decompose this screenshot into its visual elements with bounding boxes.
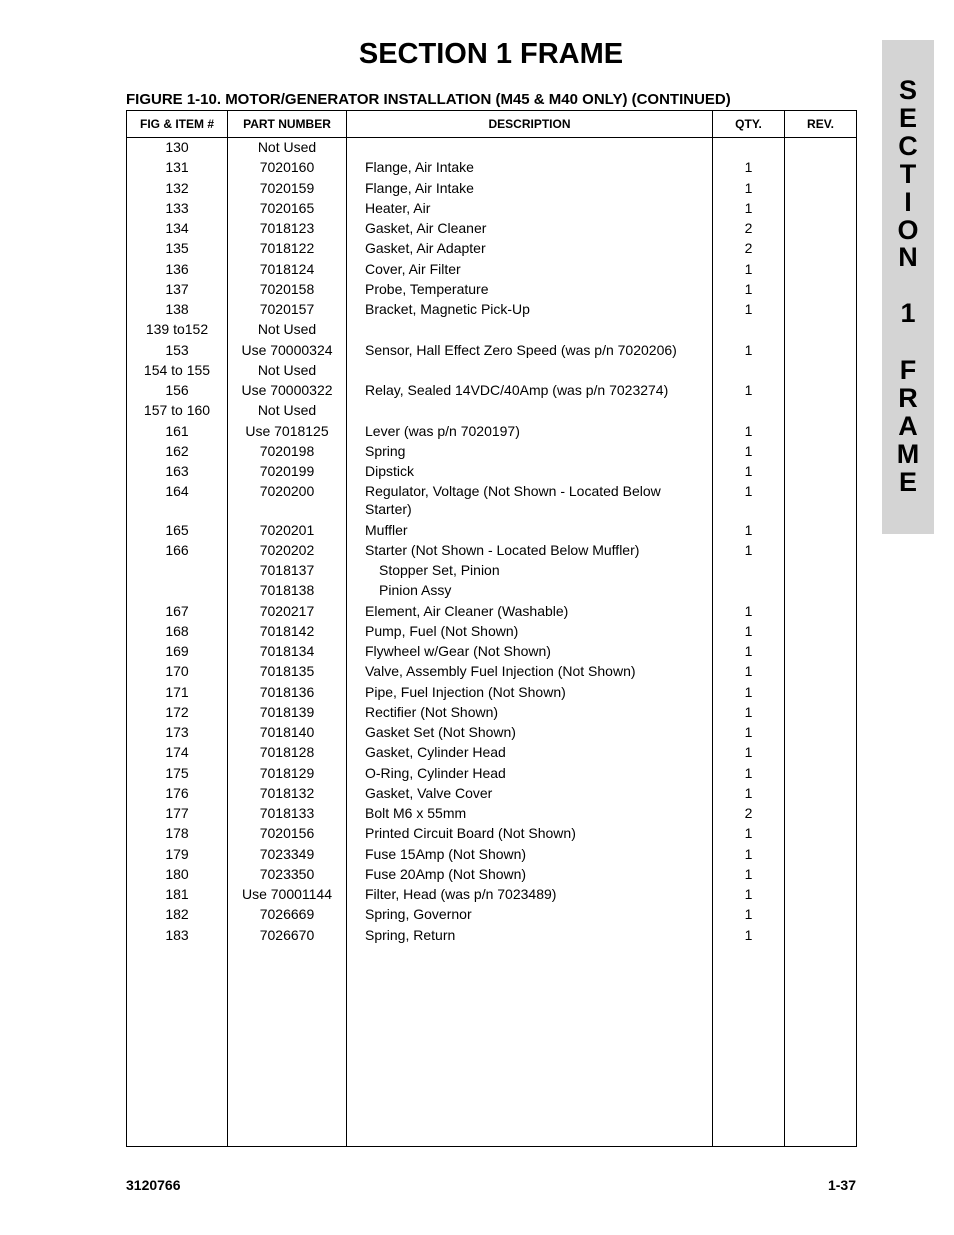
section-side-tab: [882, 40, 934, 534]
description-cell: Probe, Temperature: [365, 280, 489, 297]
description-cell: Gasket, Air Cleaner: [365, 220, 487, 236]
qty-cell: 1: [744, 906, 753, 923]
fig-item-cell: 168: [165, 622, 189, 639]
fig-item-cell: 138: [165, 301, 189, 317]
part-number-cell: 7018132: [259, 784, 315, 801]
part-number-cell: 7020200: [259, 483, 315, 500]
description-cell: Fuse 15Amp (Not Shown): [365, 845, 527, 862]
description-cell: Pipe, Fuel Injection (Not Shown): [365, 683, 566, 700]
fig-item-cell: 161: [165, 422, 189, 439]
qty-cell: 1: [744, 744, 753, 761]
qty-cell: 1: [744, 886, 753, 902]
part-number-cell: Use 70001144: [241, 886, 333, 902]
fig-item-cell: 173: [165, 724, 189, 740]
description-cell: Dipstick: [365, 463, 415, 479]
fig-item-cell: 137: [165, 280, 189, 297]
fig-item-cell: 178: [165, 825, 189, 842]
part-number-cell: 7026670: [259, 926, 315, 943]
fig-item-cell: 175: [165, 764, 189, 781]
qty-cell: 1: [744, 521, 753, 538]
description-cell: Sensor, Hall Effect Zero Speed (was p/n 7020206): [365, 341, 677, 358]
qty-cell: 1: [744, 179, 753, 196]
qty-cell: 1: [744, 825, 753, 842]
description-cell: Relay, Sealed 14VDC/40Amp (was p/n 7023274): [365, 382, 669, 398]
part-number-cell: 7020160: [259, 159, 315, 176]
description-cell: Printed Circuit Board (Not Shown): [365, 825, 576, 842]
qty-cell: 1: [744, 463, 753, 479]
qty-cell: 1: [744, 643, 753, 659]
description-cell: Pinion Assy: [379, 582, 452, 599]
part-number-cell: 7018124: [259, 260, 315, 277]
part-number-cell: 7020159: [259, 179, 315, 196]
fig-item-cell: 135: [165, 240, 189, 257]
part-number-cell: 7020157: [259, 301, 315, 317]
qty-cell: 1: [744, 199, 753, 216]
fig-item-cell: 157 to 160: [143, 402, 211, 419]
qty-cell: 1: [744, 724, 753, 740]
fig-item-cell: 176: [165, 784, 189, 801]
qty-cell: 1: [744, 865, 753, 882]
part-number-cell: 7018122: [259, 240, 315, 257]
side-tab-letter: E: [898, 103, 917, 133]
fig-item-cell: 174: [165, 744, 189, 761]
fig-item-cell: 162: [165, 442, 189, 459]
description-cell: Spring, Return: [365, 926, 456, 943]
part-number-cell: 7020202: [259, 541, 315, 558]
qty-cell: 1: [744, 422, 753, 439]
qty-cell: 1: [744, 483, 753, 500]
qty-cell: 1: [744, 382, 753, 398]
fig-item-cell: 163: [165, 463, 189, 479]
column-divider: [346, 111, 347, 1146]
fig-item-cell: 169: [165, 643, 189, 659]
description-cell: Stopper Set, Pinion: [379, 562, 500, 578]
description-cell: O-Ring, Cylinder Head: [365, 764, 506, 781]
qty-cell: 1: [744, 602, 753, 619]
fig-item-cell: 170: [165, 663, 189, 680]
fig-item-cell: 166: [165, 541, 189, 558]
part-number-cell: 7020158: [259, 280, 315, 297]
description-cell: Starter (Not Shown - Located Below Muffler): [365, 541, 640, 558]
qty-cell: 2: [744, 240, 753, 257]
fig-item-cell: 153: [165, 341, 189, 358]
qty-cell: 1: [744, 280, 753, 297]
side-tab-letter: E: [898, 467, 917, 497]
qty-cell: 1: [744, 845, 753, 862]
column-divider: [784, 111, 785, 1146]
description-cell: Heater, Air: [365, 199, 431, 216]
side-tab-letter: S: [898, 75, 917, 105]
part-number-cell: 7018128: [259, 744, 315, 761]
description-cell: Gasket, Valve Cover: [365, 784, 493, 801]
part-number-cell: 7020198: [259, 442, 315, 459]
part-number-cell: 7018123: [259, 220, 315, 236]
header-rev: REV.: [807, 117, 834, 131]
side-tab-letter: M: [896, 439, 920, 469]
header-fig-item: FIG & ITEM #: [139, 117, 214, 131]
fig-item-cell: 172: [165, 703, 189, 720]
fig-item-cell: 156: [165, 382, 189, 398]
qty-cell: 1: [744, 301, 753, 317]
description-cell: Flywheel w/Gear (Not Shown): [365, 643, 551, 659]
description-cell: Pump, Fuel (Not Shown): [365, 622, 519, 639]
part-number-cell: 7020165: [259, 199, 315, 216]
part-number-cell: 7018138: [259, 582, 315, 599]
fig-item-cell: 134: [165, 220, 189, 236]
qty-cell: 2: [744, 220, 753, 236]
part-number-cell: 7018139: [259, 703, 315, 720]
fig-item-cell: 171: [165, 683, 189, 700]
description-cell: Gasket, Cylinder Head: [365, 744, 506, 761]
side-tab-letter: 1: [900, 298, 916, 328]
qty-cell: 1: [744, 784, 753, 801]
fig-item-cell: 179: [165, 845, 189, 862]
part-number-cell: Use 7018125: [245, 422, 329, 439]
fig-item-cell: 133: [165, 199, 189, 216]
qty-cell: 1: [744, 683, 753, 700]
fig-item-cell: 136: [165, 260, 189, 277]
side-tab-letter: R: [898, 383, 918, 413]
header-description: DESCRIPTION: [488, 117, 571, 131]
description-cell: Flange, Air Intake: [365, 179, 474, 196]
qty-cell: 1: [744, 663, 753, 680]
fig-item-cell: 132: [165, 179, 189, 196]
fig-item-cell: 131: [165, 159, 189, 176]
part-number-cell: Not Used: [257, 361, 317, 378]
fig-item-cell: 165: [165, 521, 189, 538]
part-number-cell: 7020199: [259, 463, 315, 479]
fig-item-cell: 167: [165, 602, 189, 619]
part-number-cell: 7018129: [259, 764, 315, 781]
description-cell: Filter, Head (was p/n 7023489): [365, 886, 557, 902]
description-cell: Fuse 20Amp (Not Shown): [365, 865, 527, 882]
part-number-cell: 7018136: [259, 683, 315, 700]
part-number-cell: Use 70000322: [241, 382, 333, 398]
description-cell: Regulator, Voltage (Not Shown - Located Below Starter): [365, 483, 661, 518]
part-number-cell: Not Used: [257, 321, 317, 338]
description-cell: Cover, Air Filter: [365, 260, 461, 277]
section-title: SECTION 1 FRAME: [358, 38, 624, 70]
parts-table: [126, 110, 857, 1147]
part-number-cell: Use 70000324: [241, 341, 333, 358]
qty-cell: 1: [744, 260, 753, 277]
part-number-cell: 7018142: [259, 622, 315, 639]
description-cell: Bolt M6 x 55mm: [365, 805, 467, 821]
part-number-cell: 7018135: [259, 663, 315, 680]
description-cell: Gasket, Air Adapter: [365, 240, 486, 257]
fig-item-cell: 181: [165, 886, 189, 902]
description-cell: Muffler: [365, 521, 408, 538]
part-number-cell: 7018133: [259, 805, 315, 821]
description-cell: Valve, Assembly Fuel Injection (Not Shown): [365, 663, 636, 680]
qty-cell: 1: [744, 541, 753, 558]
side-tab-letter: A: [898, 411, 918, 441]
fig-item-cell: 139 to152: [145, 321, 209, 338]
qty-cell: 1: [744, 764, 753, 781]
part-number-cell: 7026669: [259, 906, 315, 923]
qty-cell: 1: [744, 622, 753, 639]
part-number-cell: 7018140: [259, 724, 315, 740]
part-number-cell: 7020201: [259, 521, 315, 538]
description-cell: Rectifier (Not Shown): [365, 703, 499, 720]
header-qty: QTY.: [735, 117, 762, 131]
fig-item-cell: 177: [165, 805, 189, 821]
side-tab-letter: N: [898, 242, 918, 272]
description-cell: Flange, Air Intake: [365, 159, 474, 176]
side-tab-letter: O: [897, 215, 919, 245]
side-tab-letter: T: [899, 159, 917, 189]
part-number-cell: 7023350: [259, 865, 315, 882]
qty-cell: 1: [744, 703, 753, 720]
part-number-cell: 7018137: [259, 562, 315, 578]
qty-cell: 1: [744, 341, 753, 358]
description-cell: Spring, Governor: [365, 906, 472, 923]
part-number-cell: 7020217: [259, 602, 315, 619]
page-number: 1-37: [827, 1177, 856, 1193]
fig-item-cell: 154 to 155: [143, 361, 211, 378]
side-tab-letter: F: [899, 355, 917, 385]
description-cell: Gasket Set (Not Shown): [365, 724, 516, 740]
part-number-cell: Not Used: [257, 402, 317, 419]
part-number-cell: Not Used: [257, 139, 317, 155]
part-number-cell: 7018134: [259, 643, 315, 659]
description-cell: Bracket, Magnetic Pick-Up: [365, 301, 530, 317]
description-cell: Element, Air Cleaner (Washable): [365, 602, 569, 619]
side-tab-letter: C: [898, 131, 918, 161]
part-number-cell: 7020156: [259, 825, 315, 842]
figure-title: FIGURE 1-10. MOTOR/GENERATOR INSTALLATION (M45 & M40 ONLY) (CONTINUED): [126, 91, 731, 108]
fig-item-cell: 130: [165, 139, 189, 155]
side-tab-letter: I: [904, 187, 912, 217]
description-cell: Spring: [365, 442, 406, 459]
qty-cell: 2: [744, 805, 753, 821]
qty-cell: 1: [744, 159, 753, 176]
fig-item-cell: 180: [165, 865, 189, 882]
part-number-cell: 7023349: [259, 845, 315, 862]
description-cell: Lever (was p/n 7020197): [365, 422, 520, 439]
qty-cell: 1: [744, 926, 753, 943]
qty-cell: 1: [744, 442, 753, 459]
document-number: 3120766: [126, 1177, 181, 1193]
header-part-number: PART NUMBER: [243, 117, 331, 131]
fig-item-cell: 182: [165, 906, 189, 923]
fig-item-cell: 164: [165, 483, 189, 500]
fig-item-cell: 183: [165, 926, 189, 943]
